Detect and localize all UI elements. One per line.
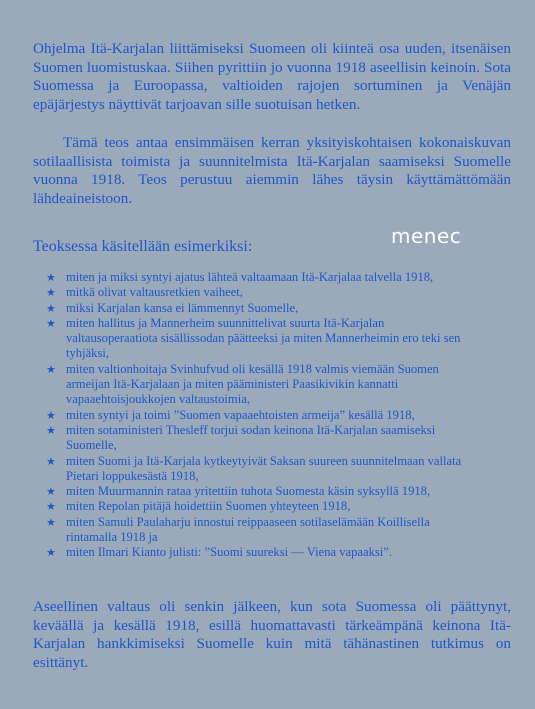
star-icon: ★ — [46, 454, 56, 468]
list-item: ★ miksi Karjalan kansa ei lämmennyt Suomelle, — [46, 300, 299, 315]
list-item: ★ miten Muurmannin rataa yritettiin tuhota Suomesta käsin syksyllä 1918, — [46, 484, 431, 499]
list-item: ★ miten Repolan pitäjä hoidettiin Suomen yhteyteen 1918, — [46, 499, 351, 514]
closing-paragraph: Aseellinen valtaus oli senkin jälkeen, kun sota Suomessa oli päättynyt, keväällä ja kesällä 1918, esillä huomattavasti tärkeämpänä keinona Itä-Karjalan hankkimiseksi Suomelle kuin mitä tähänastinen tutkimus on esittänyt. — [33, 598, 511, 671]
star-icon: ★ — [46, 500, 56, 514]
list-item: ★ miten valtionhoitaja Svinhufvud oli kesällä 1918 valmis viemään Suomen armeijan Itä-Karjalaan ja miten pääministeri Paasikivikin kannatti vapaaehtoisjoukkojen valtaustoimia, — [46, 361, 439, 407]
list-item: ★ miten Ilmari Kianto julisti: ”Suomi suureksi — Viena vapaaksi”. — [46, 545, 393, 560]
list-heading: Teoksessa käsitellään esimerkiksi: — [33, 238, 253, 255]
star-icon: ★ — [46, 301, 56, 315]
star-icon: ★ — [46, 316, 56, 330]
star-icon: ★ — [46, 485, 56, 499]
intro-paragraph-2: Tämä teos antaa ensimmäisen kerran yksityiskohtaisen kokonaiskuvan sotilaallisista toimista ja suunnitelmista Itä-Karjalan saamiseksi Suomelle vuonna 1918. Teos perustuu aiemmin lähes täysin käyttämättömään lähdeaineistoon. — [33, 134, 511, 207]
star-icon: ★ — [46, 515, 56, 529]
star-icon: ★ — [46, 271, 56, 284]
watermark-text: menec — [391, 224, 462, 248]
list-item: ★ miten ja miksi syntyi ajatus lähteä valtaamaan Itä-Karjalaa talvella 1918, — [46, 270, 434, 284]
star-icon: ★ — [46, 362, 56, 376]
star-icon: ★ — [46, 423, 56, 437]
list-item: ★ miten sotaministeri Thesleff torjui sodan keinona Itä-Karjalan saamiseksi Suomelle, — [46, 422, 436, 453]
intro-paragraph-1: Ohjelma Itä-Karjalan liittämiseksi Suomeen oli kiinteä osa uuden, itsenäisen Suomen luomistuskaa. Siihen pyrittiin jo vuonna 1918 aseellisin keinoin. Sota Suomessa ja Euroopassa, valtioiden rajojen sortuminen ja Venäjän epäjärjestys näyttivät tarjoavan sille suotuisan hetken. — [33, 40, 511, 113]
star-icon: ★ — [46, 546, 56, 560]
star-icon: ★ — [46, 286, 56, 300]
star-icon: ★ — [46, 408, 56, 422]
list-item: ★ mitkä olivat valtausretkien vaiheet, — [46, 285, 243, 300]
topic-list — [0, 270, 535, 561]
list-item: ★ miten syntyi ja toimi ”Suomen vapaaehtoisten armeija” kesällä 1918, — [46, 407, 415, 422]
list-item: ★ miten Suomi ja Itä-Karjala kytkeytyivät Saksan suureen suunnitelmaan vallata Pietari loppukesästä 1918, — [46, 453, 462, 483]
list-item: ★ miten hallitus ja Mannerheim suunnittelivat suurta Itä-Karjalan valtausoperaatiota sisällissodan päätteeksi ja miten Mannerheimin ero teki sen tyhjäksi, — [46, 315, 461, 361]
list-item: ★ miten Samuli Paulaharju innostui reippaaseen sotilaselämään Koillisella rintamalla 1918 ja — [46, 514, 430, 545]
